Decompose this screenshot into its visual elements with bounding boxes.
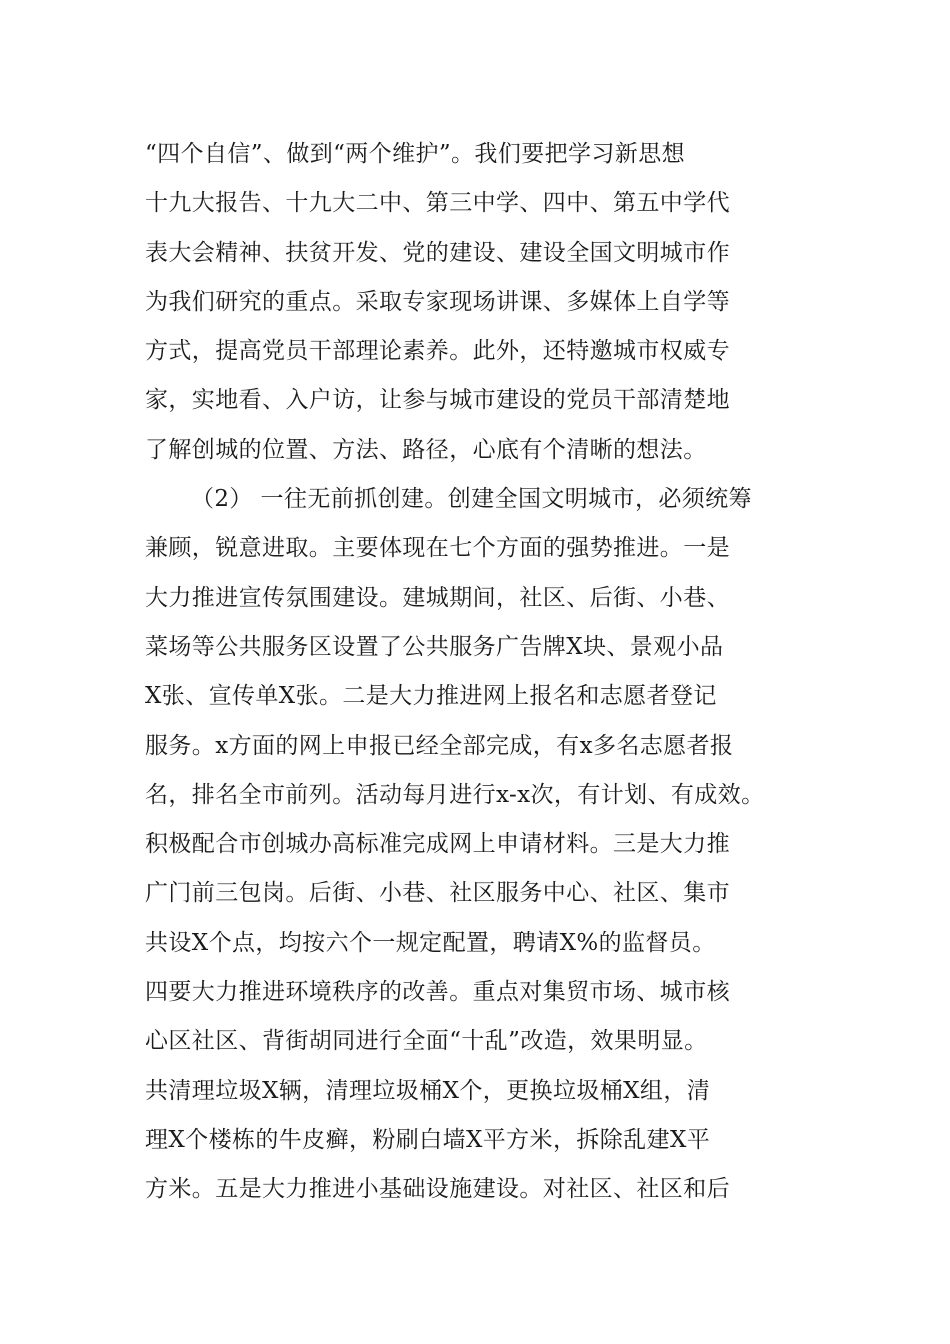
text-line: 服务。x方面的网上申报已经全部完成，有x多名志愿者报	[145, 732, 734, 759]
text-line: 积极配合市创城办高标准完成网上申请材料。三是大力推	[145, 831, 730, 858]
paragraph-start-line: （2） 一往无前抓创建。创建全国文明城市，必须统筹	[191, 486, 752, 513]
text-line: 名，排名全市前列。活动每月进行x-x次，有计划、有成效。	[145, 781, 765, 808]
text-line: “四个自信”、做到“两个维护”。我们要把学习新思想	[145, 141, 686, 167]
text-line: 大力推进宣传氛围建设。建城期间，社区、后街、小巷、	[145, 584, 730, 611]
text-line: 方式，提高党员干部理论素养。此外，还特邀城市权威专	[145, 338, 730, 365]
text-line: 心区社区、背街胡同进行全面“十乱”改造，效果明显。	[145, 1028, 708, 1055]
text-line: 方米。五是大力推进小基础设施建设。对社区、社区和后	[145, 1176, 730, 1203]
text-line: 家，实地看、入户访，让参与城市建设的党员干部清楚地	[145, 387, 730, 414]
text-line: 了解创城的位置、方法、路径，心底有个清晰的想法。	[145, 436, 707, 463]
text-line: 菜场等公共服务区设置了公共服务广告牌X块、景观小品	[145, 633, 724, 660]
text-line: 理X个楼栋的牛皮癣，粉刷白墙X平方米，拆除乱建X平	[145, 1126, 711, 1153]
text-line: 表大会精神、扶贫开发、党的建设、建设全国文明城市作	[145, 239, 730, 266]
text-line: 兼顾，锐意进取。主要体现在七个方面的强势推进。一是	[145, 535, 730, 562]
text-line: X张、宣传单X张。二是大力推进网上报名和志愿者登记	[145, 683, 717, 710]
text-line: 四要大力推进环境秩序的改善。重点对集贸市场、城市核	[145, 979, 730, 1006]
text-line: 共设X个点，均按六个一规定配置，聘请X%的监督员。	[145, 929, 716, 956]
text-line: 广门前三包岗。后街、小巷、社区服务中心、社区、集市	[145, 880, 730, 907]
text-line: 为我们研究的重点。采取专家现场讲课、多媒体上自学等	[145, 288, 730, 315]
text-line: 十九大报告、十九大二中、第三中学、四中、第五中学代	[145, 190, 730, 217]
text-line: 共清理垃圾X辆，清理垃圾桶X个，更换垃圾桶X组，清	[145, 1077, 711, 1104]
body-text	[145, 130, 825, 1215]
